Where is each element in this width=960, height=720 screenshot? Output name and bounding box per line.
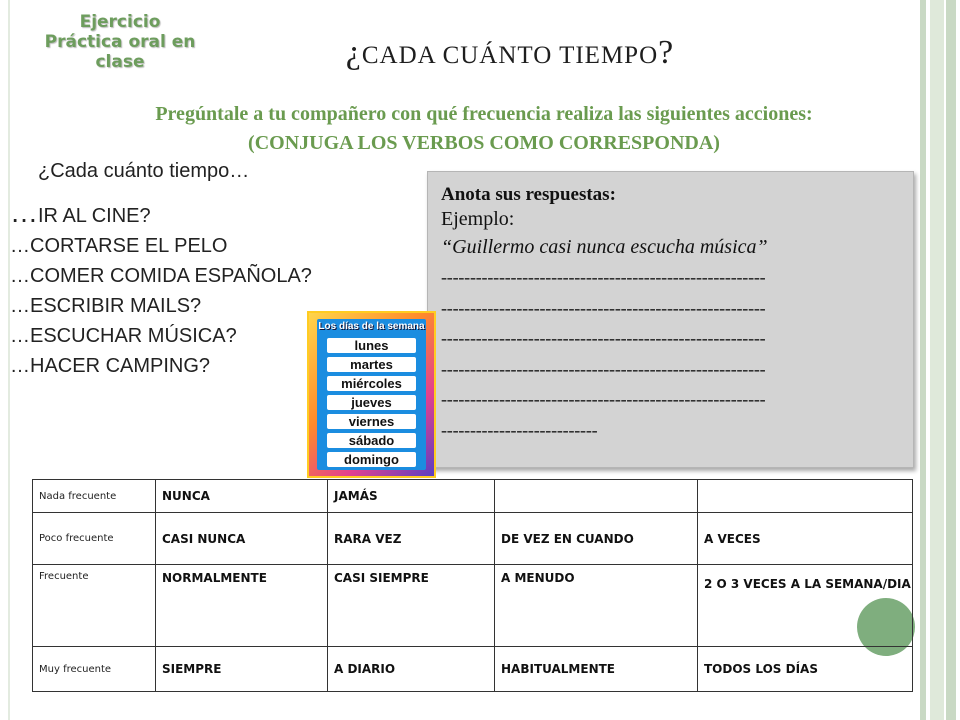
action-item: …HACER CAMPING?: [10, 355, 211, 377]
poster-title: Los días de la semana: [318, 321, 425, 332]
instruction-line-2: (CONJUGA LOS VERBOS COMO CORRESPONDA): [248, 132, 720, 154]
poster-day: sábado: [327, 433, 416, 448]
poster-panel: [317, 319, 426, 470]
answer-line: --------------------------------------------------------: [441, 267, 766, 287]
table-cell: SIEMPRE: [156, 647, 328, 692]
table-cell: [495, 480, 698, 513]
table-cell: NUNCA: [156, 480, 328, 513]
frequency-label: Poco frecuente: [33, 513, 156, 565]
example-label: Ejemplo:: [441, 208, 515, 230]
poster-day: martes: [327, 357, 416, 372]
answer-line: --------------------------------------------------------: [441, 328, 766, 348]
table-cell: RARA VEZ: [328, 513, 495, 565]
answer-line: --------------------------------------------------------: [441, 389, 766, 409]
table-cell: JAMÁS: [328, 480, 495, 513]
table-cell: A DIARIO: [328, 647, 495, 692]
title-open-question-mark: ¿: [345, 34, 362, 71]
poster-day: viernes: [327, 414, 416, 429]
table-cell: A VECES: [698, 513, 913, 565]
table-cell: NORMALMENTE: [156, 565, 328, 647]
table-cell: CASI NUNCA: [156, 513, 328, 565]
frequency-label: Nada frecuente: [33, 480, 156, 513]
answer-line: --------------------------------------------------------: [441, 358, 766, 379]
poster-day: miércoles: [327, 376, 416, 391]
answer-box-heading: Anota sus respuestas:: [441, 184, 616, 205]
title-close-question-mark: ?: [658, 34, 675, 71]
action-item: [10, 198, 312, 231]
exercise-subtitle: Práctica oral en clase: [44, 32, 196, 72]
instruction-line-1: Pregúntale a tu compañero con qué frecuencia realiza las siguientes acciones:: [155, 103, 813, 125]
poster-day: lunes: [327, 338, 416, 353]
frequency-label: Muy frecuente: [33, 647, 156, 692]
action-item: …COMER COMIDA ESPAÑOLA?: [10, 265, 312, 287]
table-cell: TODOS LOS DÍAS: [698, 647, 913, 692]
page-title: [0, 34, 960, 72]
poster-day: jueves: [327, 395, 416, 410]
answer-box: [427, 171, 914, 468]
answer-line: ---------------------------: [441, 419, 598, 440]
exercise-label: Ejercicio: [79, 12, 161, 32]
table-cell: A MENUDO: [495, 565, 698, 647]
title-text: CADA CUÁNTO TIEMPO: [361, 42, 659, 69]
answer-line: --------------------------------------------------------: [441, 297, 766, 318]
poster-day: domingo: [327, 452, 416, 467]
action-item: …ESCRIBIR MAILS?: [10, 295, 202, 317]
table-cell: HABITUALMENTE: [495, 647, 698, 692]
table-row: [33, 565, 913, 647]
instruction: [24, 100, 944, 158]
action-dots: …: [10, 197, 38, 228]
action-item: …CORTARSE EL PELO: [10, 235, 228, 257]
table-cell: [698, 480, 913, 513]
action-text: IR AL CINE?: [38, 205, 151, 227]
question-intro: ¿Cada cuánto tiempo…: [38, 160, 250, 182]
table-row: [33, 647, 913, 692]
table-cell: CASI SIEMPRE: [328, 565, 495, 647]
action-item: …ESCUCHAR MÚSICA?: [10, 325, 237, 347]
example-sentence: “Guillermo casi nunca escucha música”: [441, 236, 768, 258]
action-list: [10, 198, 312, 381]
table-row: [33, 480, 913, 513]
days-of-week-poster: [307, 311, 436, 478]
table-cell: DE VEZ EN CUANDO: [495, 513, 698, 565]
frequency-label: Frecuente: [33, 565, 156, 647]
table-row: [33, 513, 913, 565]
frequency-table: [32, 479, 913, 692]
table-cell: 2 O 3 VECES A LA SEMANA/DIA: [698, 565, 913, 647]
